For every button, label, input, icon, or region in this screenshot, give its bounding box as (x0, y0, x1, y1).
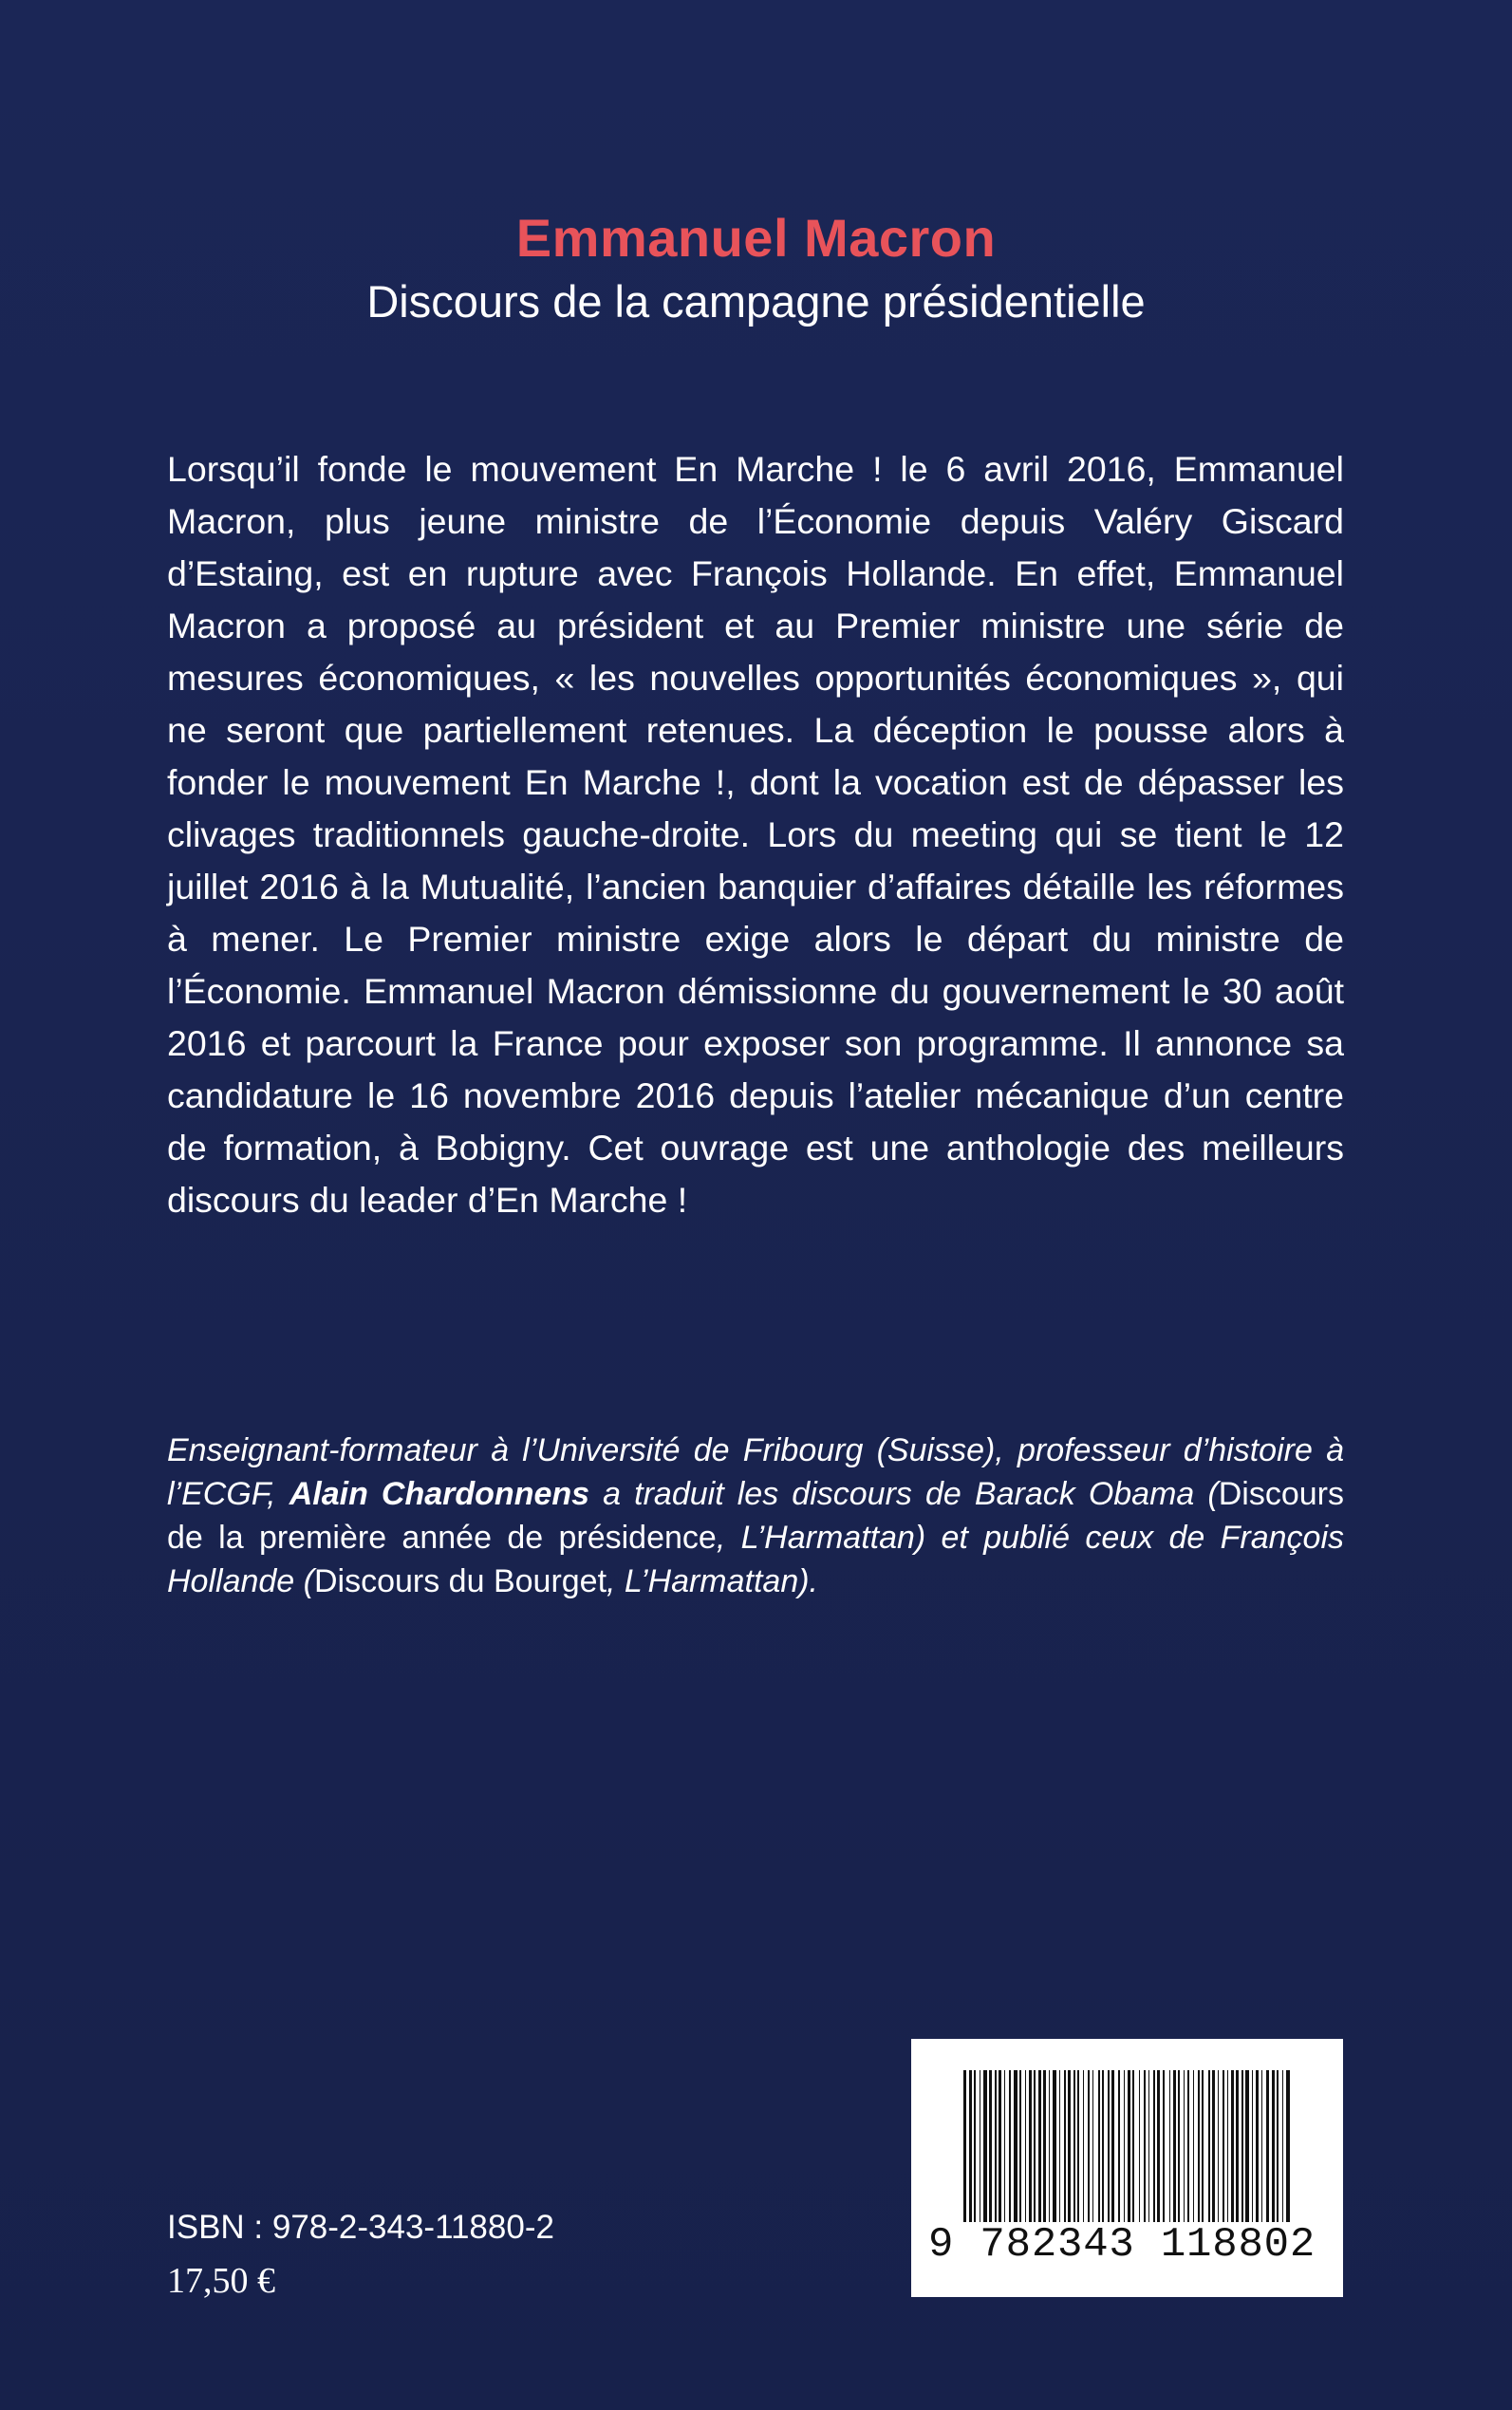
barcode-bar (1019, 2070, 1021, 2222)
barcode-bar (1218, 2070, 1219, 2222)
barcode-bar (1261, 2070, 1262, 2222)
barcode-number: 9 782343 118802 (928, 2221, 1316, 2269)
barcode-bar (1198, 2070, 1200, 2222)
barcode-bar (1187, 2070, 1189, 2222)
bio-part-1: Enseignant-formateur à l’Université de Fribourg (Suisse), professeur d’histoire à l’ECGF, (167, 1432, 1344, 1512)
barcode-bar (969, 2070, 972, 2222)
book-subtitle: Discours de la campagne présidentielle (366, 276, 1146, 327)
barcode-bar (1227, 2070, 1228, 2222)
book-2-title: Discours du Bourget (313, 1563, 607, 1599)
barcode-bar (995, 2070, 997, 2222)
summary-text: Lorsqu’il fonde le mouvement En Marche ! le 6 avril 2016, Emmanuel Macron, plus jeune ministre de l’Économie depuis Valéry Giscard d’Estaing, est en rupture avec François Hollande. En effet, Emmanuel Macron a proposé au président et au Premier ministre une série de mesures économiques, « les nouvelles opportunités économiques », qui ne seront que partiellement retenues. La déception le pousse alors à fonder le mouvement En Marche !, dont la vocation est de dépasser les clivages traditionnels gauche-droite. Lors du meeting qui se tient le 12 juillet 2016 à la Mutualité, l’ancien banquier d’affaires détaille les réformes à mener. Le Premier ministre exige alors le départ du ministre de l’Économie. Emmanuel Macron démissionne du gouvernement le 30 août 2016 et parcourt la France pour exposer son programme. Il annonce sa candidature le 16 novembre 2016 depuis l’atelier mécanique d’un centre de formation, à Bobigny. Cet ouvrage est une anthologie des meilleurs discours du leader d’En Marche ! (167, 449, 1344, 1220)
barcode-bar (1038, 2070, 1041, 2222)
barcode-bar (963, 2070, 966, 2222)
barcode-bar (1043, 2070, 1046, 2222)
barcode-bar (1169, 2070, 1170, 2222)
barcode-bar (1157, 2070, 1160, 2222)
barcode-bar (1282, 2070, 1283, 2222)
author-name: Alain Chardonnens (289, 1476, 590, 1512)
barcode-bar (1144, 2070, 1146, 2222)
barcode-bar (1128, 2070, 1130, 2222)
barcode-bar (1256, 2070, 1259, 2222)
barcode-bar (1252, 2070, 1253, 2222)
barcode-bar (1049, 2070, 1050, 2222)
barcode-bar (1124, 2070, 1125, 2222)
barcode-bar (1266, 2070, 1269, 2222)
barcode-bar (1064, 2070, 1066, 2222)
barcode-bar (1083, 2070, 1084, 2222)
barcode-bar (1029, 2070, 1032, 2222)
barcode-bar (1208, 2070, 1210, 2222)
barcode-bar (1163, 2070, 1165, 2222)
barcode-bar (974, 2070, 976, 2222)
barcode-bar (1193, 2070, 1194, 2222)
bio-part-3: , L’Harmattan) et publié ceux de François Hollande ( (167, 1520, 1344, 1599)
barcode-bars (963, 2070, 1291, 2222)
barcode-bar (1102, 2070, 1104, 2222)
barcode-bar (1053, 2070, 1056, 2222)
barcode-bar (999, 2070, 1001, 2222)
barcode-bar (1277, 2070, 1279, 2222)
barcode-bar (1212, 2070, 1215, 2222)
barcode-bar (1009, 2070, 1011, 2222)
barcode-bar (1202, 2070, 1204, 2222)
barcode-bar (1111, 2070, 1114, 2222)
barcode-bar (1004, 2070, 1005, 2222)
barcode-bar (1059, 2070, 1060, 2222)
barcode-bar (983, 2070, 987, 2222)
barcode-bar (1088, 2070, 1090, 2222)
bio-part-2: a traduit les discours de Barack Obama ( (589, 1476, 1219, 1512)
barcode-bar (1245, 2070, 1249, 2222)
barcode-bar (1014, 2070, 1017, 2222)
barcode-bar (1286, 2070, 1290, 2222)
barcode-bar (1236, 2070, 1239, 2222)
barcode-bar (1241, 2070, 1243, 2222)
bio-part-4: , L’Harmattan). (607, 1563, 819, 1599)
barcode-bar (1108, 2070, 1110, 2222)
book-1-title: Discours de la première année de présidence (167, 1476, 1344, 1556)
barcode-bar (1153, 2070, 1155, 2222)
barcode-bar (1118, 2070, 1120, 2222)
barcode-bar (1184, 2070, 1185, 2222)
barcode-bar (1092, 2070, 1093, 2222)
isbn-label: ISBN : 978-2-343-11880-2 (167, 2209, 554, 2246)
price-label: 17,50 € (167, 2261, 275, 2301)
barcode (911, 2039, 1343, 2297)
barcode-bar (1148, 2070, 1149, 2222)
barcode-bar (1173, 2070, 1176, 2222)
barcode-bar (1025, 2070, 1026, 2222)
barcode-bar (1068, 2070, 1071, 2222)
barcode-bar (1077, 2070, 1079, 2222)
barcode-bar (1139, 2070, 1140, 2222)
barcode-bar (1098, 2070, 1100, 2222)
book-title: Emmanuel Macron (515, 208, 997, 268)
barcode-bar (1034, 2070, 1036, 2222)
barcode-bar (1178, 2070, 1180, 2222)
barcode-bar (1272, 2070, 1275, 2222)
barcode-bar (1132, 2070, 1134, 2222)
barcode-bar (1073, 2070, 1075, 2222)
barcode-bar (989, 2070, 992, 2222)
author-bio (167, 1429, 1344, 1603)
barcode-bar (1231, 2070, 1234, 2222)
barcode-bar (1223, 2070, 1224, 2222)
